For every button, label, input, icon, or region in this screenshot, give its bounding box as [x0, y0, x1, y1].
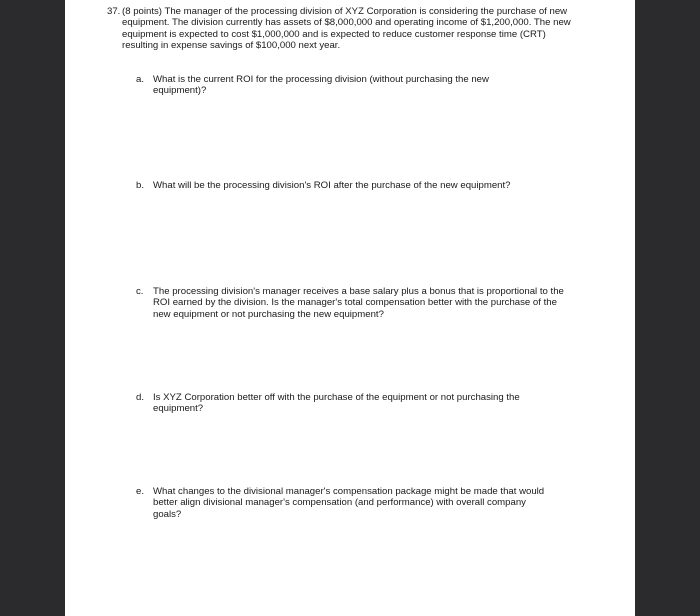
part-a-text: What is the current ROI for the processing division (without purchasing the new equipment)? — [153, 74, 489, 97]
question-number: 37. — [107, 6, 121, 17]
question-header — [72, 6, 571, 52]
right-dark-margin — [635, 0, 700, 616]
part-d-text: Is XYZ Corporation better off with the purchase of the equipment or not purchasing the equipment? — [153, 392, 520, 415]
part-a-letter: a. — [136, 74, 145, 85]
part-b-text: What will be the processing division's ROI after the purchase of the new equipment? — [153, 180, 511, 191]
left-dark-margin — [0, 0, 65, 616]
part-d-letter: d. — [136, 392, 145, 403]
part-e-letter: e. — [136, 486, 145, 497]
question-text: (8 points) The manager of the processing division of XYZ Corporation is considering the purchase of new equipment. The division currently has assets of $8,000,000 and operating income of $1,200,000. The new equipment is expected to cost $1,000,000 and is expected to reduce customer response time (CRT) resulting in expense savings of $100,000 next year. — [122, 6, 571, 52]
part-c-letter: c. — [136, 286, 144, 297]
part-b-letter: b. — [136, 180, 145, 191]
part-e-text: What changes to the divisional manager's compensation package might be made that would better align divisional manager's compensation (and performance) with overall company goals? — [153, 486, 545, 520]
part-c-text: The processing division's manager receives a base salary plus a bonus that is proportional to the ROI earned by the division. Is the manager's total compensation better with the purchase of the new equipment or not purchasing the new equipment? — [153, 286, 564, 320]
